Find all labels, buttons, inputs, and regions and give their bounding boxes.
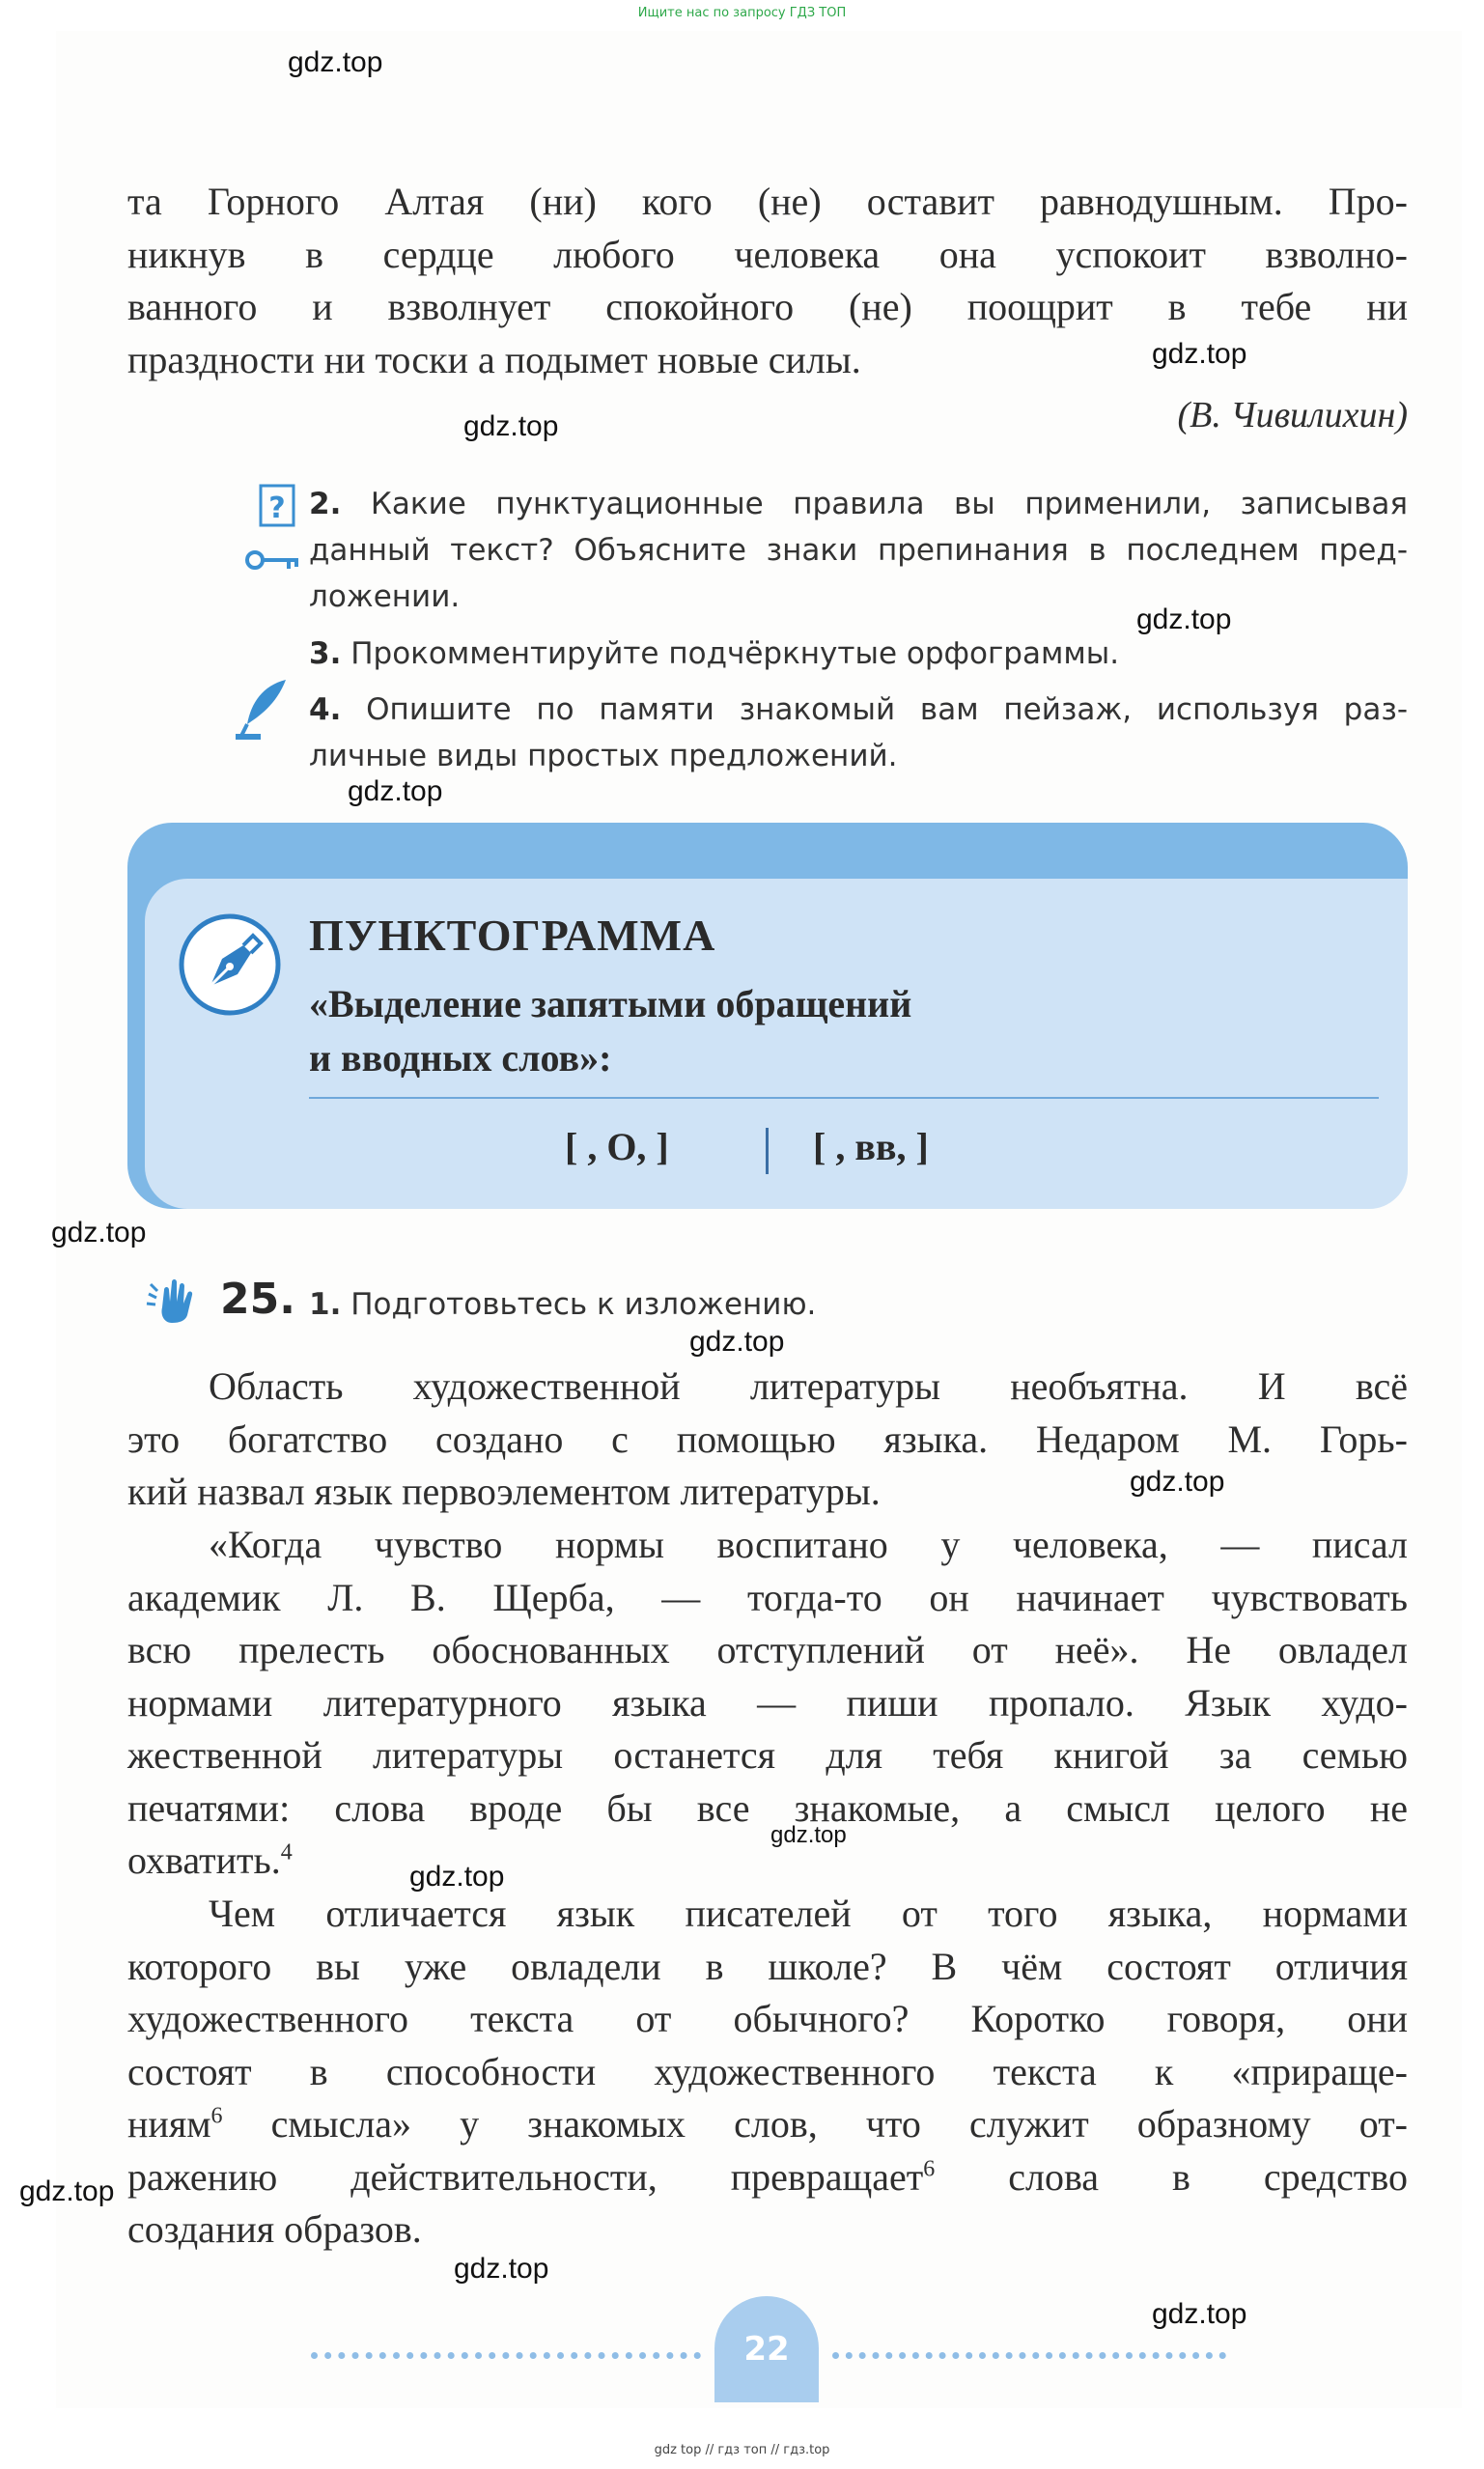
text-line: «Когда чувство нормы воспитано у человека, — писал	[209, 1523, 1408, 1566]
exercise-task: 1. Подготовьтесь к изложению.	[309, 1287, 817, 1322]
quill-icon	[234, 676, 292, 742]
watermark: gdz.top	[1152, 338, 1247, 370]
task-text: личные виды простых предложений.	[309, 739, 898, 773]
watermark: gdz.top	[770, 1822, 847, 1848]
watermark: gdz.top	[288, 46, 383, 78]
watermark: gdz.top	[19, 2175, 115, 2207]
page-divider-left	[311, 2352, 701, 2359]
text-line: которого вы уже овладели в школе? В чём состоят отличия	[127, 1944, 1408, 1988]
task-4	[309, 687, 1408, 779]
text-line: Область художественной литературы необъятна. И всё	[209, 1364, 1408, 1408]
text-line: кий назвал язык первоэлементом литературы.	[127, 1470, 881, 1513]
watermark: gdz.top	[51, 1217, 147, 1249]
text-line: никнув в сердце любого человека она успокоит взволно-	[127, 232, 1408, 276]
task-2	[309, 481, 1408, 620]
footer-note: gdz top // гдз топ // гдз.top	[654, 2443, 830, 2457]
key-icon	[244, 546, 302, 575]
text-line: охватить.	[127, 1838, 281, 1882]
paragraph-3: Чем отличается язык писателей от того языка, нормами которого вы уже овладели в школе? В чём состоят отличия художественного текста от обычного? Коротко говоря, они состоят в способности художественного текста к «прираще- ниям$^6$ смысла» у знакомых слов, что служит образному от- ражению действительности, превращает$^6$ слова в средство создания образов.	[127, 1888, 1408, 2257]
formula-address: [ , О, ]	[565, 1125, 669, 1168]
watermark: gdz.top	[1130, 1466, 1225, 1498]
task-number: 2.	[309, 487, 342, 521]
footnote-ref: 6	[210, 2103, 223, 2129]
text-line: печатями: слова вроде бы все знакомые, а смысл целого не	[127, 1785, 1408, 1830]
footnote-ref: 4	[280, 1839, 293, 1866]
question-icon	[258, 480, 296, 528]
text-line: создания образов.	[127, 2207, 422, 2251]
divider	[309, 1097, 1379, 1099]
text-line: жественной литературы останется для тебя книгой за семью	[127, 1733, 1408, 1777]
text-line: Чем отличается язык писателей от того языка, нормами	[209, 1892, 1408, 1935]
text-line: ванного и взволнует спокойного (не) поощрит в тебе ни	[127, 285, 1408, 328]
watermark: gdz.top	[454, 2253, 549, 2285]
footnote-ref: 6	[923, 2156, 936, 2182]
header-note: Ищите нас по запросу ГДЗ ТОП	[637, 6, 847, 20]
page-number: 22	[714, 2296, 819, 2402]
task-text: Какие пунктуационные правила вы применили, записывая	[370, 487, 1408, 521]
watermark: gdz.top	[409, 1861, 505, 1893]
text-line: праздности ни тоски а подымет новые силы.	[127, 337, 861, 381]
text-line: состоят в способности художественного текста к «прираще-	[127, 2049, 1408, 2093]
punktogramma-title: ПУНКТОГРАММА	[309, 911, 716, 960]
text-line: академик Л. В. Щерба, — тогда-то он начинает чувствовать	[127, 1575, 1408, 1619]
task-text: Прокомментируйте подчёркнутые орфограммы.	[350, 636, 1120, 671]
watermark: gdz.top	[1152, 2298, 1247, 2330]
formula-introductory: [ , вв, ]	[813, 1125, 929, 1168]
task-text: данный текст? Объясните знаки препинания в последнем пред-	[309, 533, 1408, 568]
text-line: это богатство создано с помощью языка. Недаром М. Горь-	[127, 1417, 1408, 1461]
paragraph-2	[127, 1519, 1408, 1888]
svg-text:?: ?	[268, 491, 286, 525]
text-line: всю прелесть обоснованных отступлений от неё». Не овладел	[127, 1628, 1408, 1671]
task-text: Опишите по памяти знакомый вам пейзаж, используя раз-	[366, 692, 1409, 727]
watermark: gdz.top	[348, 775, 443, 807]
text-line: та Горного Алтая (ни) кого (не) оставит равнодушным. Про-	[127, 180, 1408, 223]
task-number: 3.	[309, 636, 342, 671]
pen-nib-icon	[176, 911, 284, 1019]
page-divider-right	[832, 2352, 1226, 2359]
hand-pointer-icon	[143, 1273, 205, 1327]
exercise-number: 25.	[220, 1275, 295, 1324]
text-line: художественного текста от обычного? Коротко говоря, они	[127, 1997, 1408, 2040]
quote-author: (В. Чивилихин)	[1177, 395, 1408, 435]
watermark: gdz.top	[1136, 603, 1232, 635]
formula-separator	[766, 1128, 769, 1174]
quote-text	[127, 176, 1408, 386]
task-text: ложении.	[309, 579, 461, 614]
watermark: gdz.top	[689, 1326, 785, 1358]
task-3	[309, 631, 1408, 677]
watermark: gdz.top	[463, 410, 559, 442]
text-line: нормами литературного языка — пиши пропало. Язык худо-	[127, 1680, 1408, 1725]
punktogramma-subtitle: «Выделение запятыми обращений и вводных слов»:	[309, 982, 912, 1080]
task-number: 4.	[309, 692, 342, 727]
paragraph-1	[127, 1361, 1408, 1519]
